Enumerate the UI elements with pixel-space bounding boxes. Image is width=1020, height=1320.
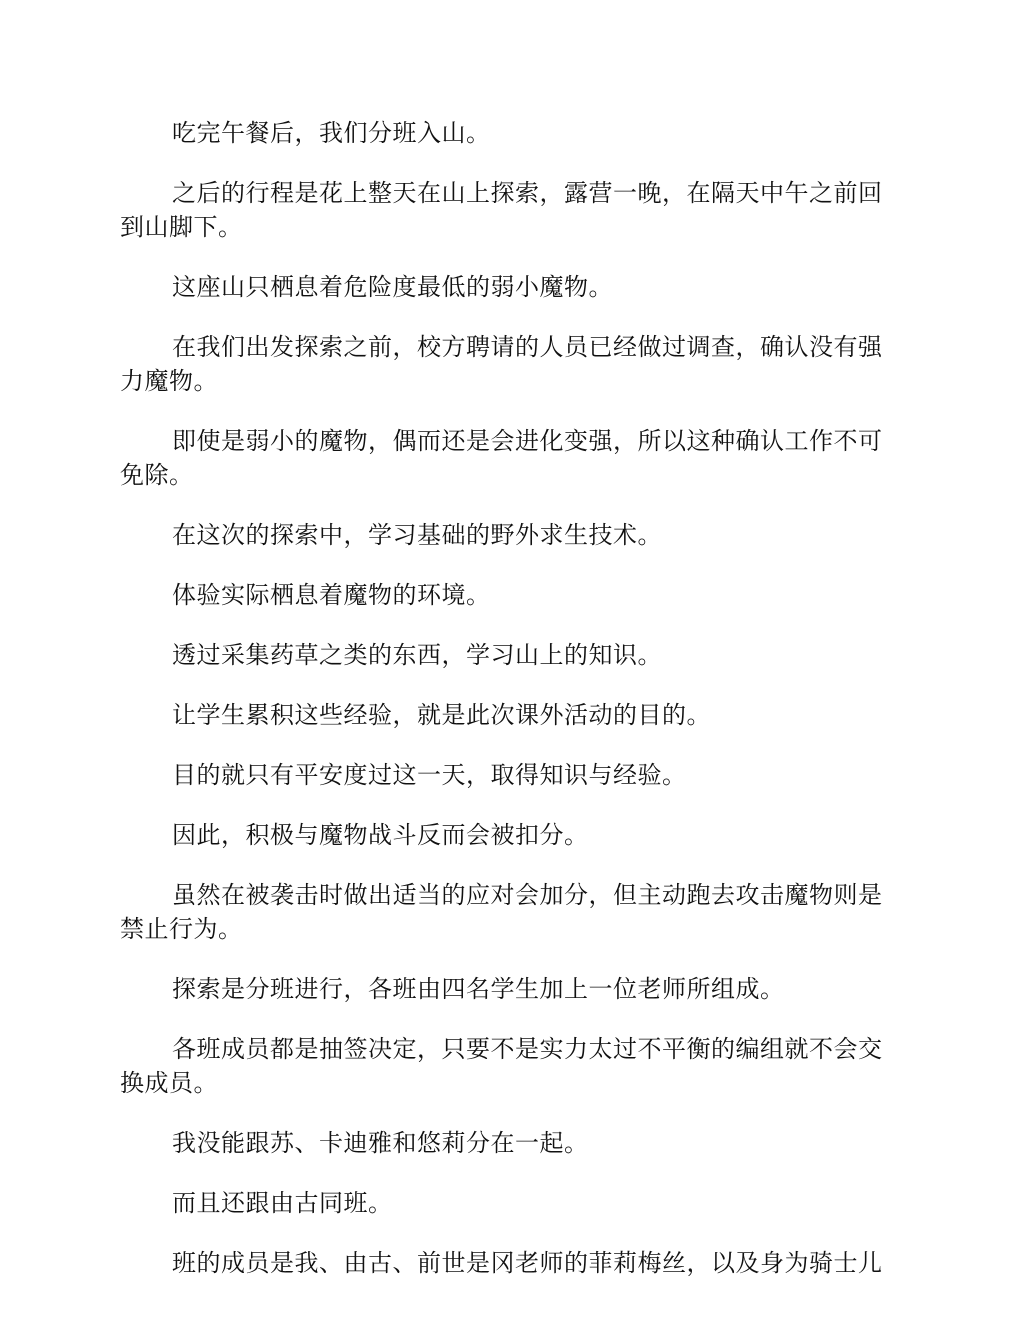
paragraph-2: 之后的行程是花上整天在山上探索，露营一晚，在隔天中午之前回到山脚下。 (120, 179, 883, 241)
paragraph-9: 让学生累积这些经验，就是此次课外活动的目的。 (172, 701, 711, 729)
paragraph-5: 即使是弱小的魔物，偶而还是会进化变强，所以这种确认工作不可免除。 (120, 427, 883, 489)
paragraph-15: 我没能跟苏、卡迪雅和悠莉分在一起。 (172, 1129, 589, 1157)
paragraph-10: 目的就只有平安度过这一天，取得知识与经验。 (172, 761, 687, 789)
paragraph-12: 虽然在被袭击时做出适当的应对会加分，但主动跑去攻击魔物则是禁止行为。 (120, 881, 883, 943)
paragraph-6: 在这次的探索中，学习基础的野外求生技术。 (172, 521, 662, 549)
paragraph-4: 在我们出发探索之前，校方聘请的人员已经做过调查，确认没有强力魔物。 (120, 333, 883, 395)
body-text (120, 116, 900, 1306)
paragraph-17: 班的成员是我、由古、前世是冈老师的菲莉梅丝，以及身为骑士儿 (172, 1249, 883, 1277)
paragraph-3: 这座山只栖息着危险度最低的弱小魔物。 (172, 273, 613, 301)
paragraph-1: 吃完午餐后，我们分班入山。 (172, 119, 491, 147)
paragraph-8: 透过采集药草之类的东西，学习山上的知识。 (172, 641, 662, 669)
paragraph-13: 探索是分班进行，各班由四名学生加上一位老师所组成。 (172, 975, 785, 1003)
paragraph-16: 而且还跟由古同班。 (172, 1189, 393, 1217)
paragraph-7: 体验实际栖息着魔物的环境。 (172, 581, 491, 609)
paragraph-14: 各班成员都是抽签决定，只要不是实力太过不平衡的编组就不会交换成员。 (120, 1035, 883, 1097)
paragraph-11: 因此，积极与魔物战斗反而会被扣分。 (172, 821, 589, 849)
